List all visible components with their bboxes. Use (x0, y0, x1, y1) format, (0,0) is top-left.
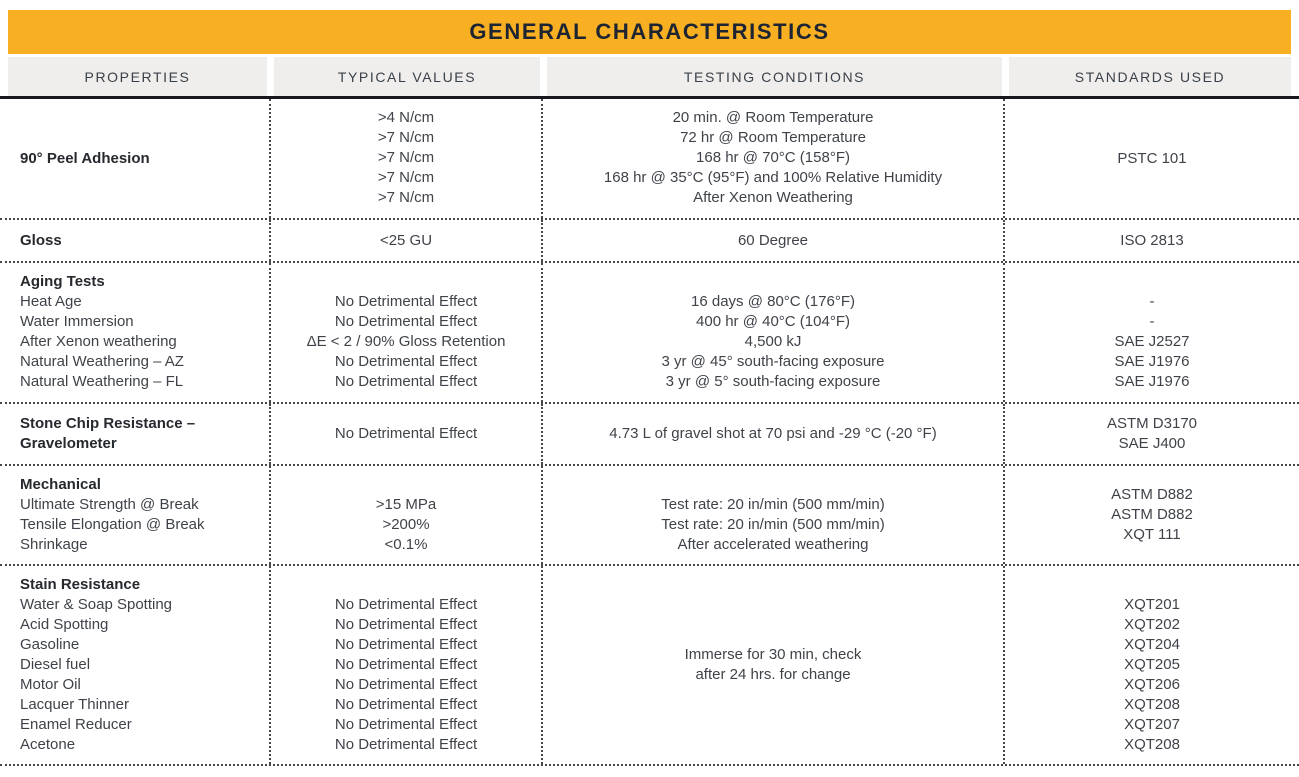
cell-line: <25 GU (379, 231, 433, 249)
column-header-standards-used: STANDARDS USED (1009, 57, 1291, 96)
cell-line: ΔE < 2 / 90% Gloss Retention (306, 333, 506, 350)
cell-line: After Xenon Weathering (693, 189, 853, 206)
cell-line: XQT208 (1124, 736, 1180, 753)
table-row (0, 404, 1299, 466)
cell-line: SAE J400 (1118, 435, 1186, 452)
cell-line: Mechanical (20, 476, 101, 493)
cell-line: Test rate: 20 in/min (500 mm/min) (661, 516, 885, 533)
cell-line: No Detrimental Effect (334, 373, 478, 390)
cell-line: SAE J2527 (1114, 333, 1190, 350)
typical-values-cell (271, 263, 543, 402)
cell-line: Immerse for 30 min, check (684, 646, 862, 663)
line-spacer (551, 475, 995, 495)
cell-line: - (1149, 293, 1155, 310)
cell-line: >7 N/cm (377, 129, 435, 146)
standards-cell (1005, 220, 1299, 261)
cell-line: 20 min. @ Room Temperature (672, 109, 874, 126)
table-title-bar (8, 10, 1291, 54)
cell-line: <0.1% (384, 536, 428, 553)
cell-line: Gravelometer (20, 435, 117, 452)
cell-line: - (1149, 313, 1155, 330)
column-header-testing-conditions: TESTING CONDITIONS (547, 57, 1002, 96)
cell-line: SAE J1976 (1114, 373, 1190, 390)
typical-values-cell (271, 566, 543, 764)
standards-cell (1005, 404, 1299, 464)
cell-line: 168 hr @ 70°C (158°F) (696, 149, 850, 166)
table-row (0, 263, 1299, 404)
cell-line: Motor Oil (20, 676, 81, 693)
line-spacer (1013, 575, 1291, 595)
cell-line: 16 days @ 80°C (176°F) (691, 293, 855, 310)
testing-conditions-cell (543, 566, 1005, 764)
cell-line: ASTM D882 (1111, 486, 1193, 503)
cell-line: Diesel fuel (20, 656, 91, 673)
cell-line: After Xenon weathering (20, 333, 177, 350)
cell-line: 3 yr @ 5° south-facing exposure (665, 373, 881, 390)
cell-line: Enamel Reducer (20, 716, 132, 733)
testing-conditions-cell (543, 99, 1005, 218)
cell-line: >7 N/cm (377, 149, 435, 166)
column-header-typical-values: TYPICAL VALUES (274, 57, 540, 96)
cell-line: SAE J1976 (1114, 353, 1190, 370)
cell-line: XQT208 (1124, 696, 1180, 713)
cell-line: 3 yr @ 45° south-facing exposure (661, 353, 885, 370)
property-cell (0, 466, 271, 564)
cell-line: XQT205 (1124, 656, 1180, 673)
cell-line: XQT206 (1124, 676, 1180, 693)
typical-values-cell (271, 99, 543, 218)
cell-line: 60 Degree (737, 231, 809, 249)
property-cell (0, 220, 271, 261)
cell-line: XQT204 (1124, 636, 1180, 653)
line-spacer (279, 575, 533, 595)
column-header-properties: PROPERTIES (8, 57, 267, 96)
cell-line: Shrinkage (20, 536, 88, 553)
table-row (0, 99, 1299, 220)
cell-line: 90° Peel Adhesion (20, 149, 150, 167)
cell-line: >7 N/cm (377, 169, 435, 186)
testing-conditions-cell (543, 466, 1005, 564)
cell-line: Water Immersion (20, 313, 134, 330)
cell-line: 400 hr @ 40°C (104°F) (696, 313, 850, 330)
testing-conditions-cell (543, 404, 1005, 464)
property-cell (0, 404, 271, 464)
cell-line: XQT 111 (1123, 526, 1181, 543)
cell-line: ASTM D882 (1111, 506, 1193, 523)
cell-line: >4 N/cm (377, 109, 435, 126)
cell-line: Lacquer Thinner (20, 696, 129, 713)
standards-cell (1005, 263, 1299, 402)
cell-line: No Detrimental Effect (334, 596, 478, 613)
cell-line: Ultimate Strength @ Break (20, 496, 199, 513)
cell-line: Gloss (20, 231, 62, 249)
cell-line: Aging Tests (20, 273, 105, 290)
cell-line: Test rate: 20 in/min (500 mm/min) (661, 496, 885, 513)
cell-line: Stone Chip Resistance – (20, 415, 196, 432)
cell-line: 168 hr @ 35°C (95°F) and 100% Relative Humidity (603, 169, 943, 186)
cell-line: PSTC 101 (1117, 149, 1187, 167)
cell-line: No Detrimental Effect (334, 736, 478, 753)
cell-line: XQT207 (1124, 716, 1180, 733)
typical-values-cell (271, 466, 543, 564)
cell-line: >7 N/cm (377, 189, 435, 206)
cell-line: No Detrimental Effect (334, 425, 478, 442)
table-row (0, 466, 1299, 566)
cell-line: after 24 hrs. for change (695, 666, 851, 683)
typical-values-cell (271, 404, 543, 464)
cell-line: XQT202 (1124, 616, 1180, 633)
standards-cell (1005, 99, 1299, 218)
standards-cell (1005, 566, 1299, 764)
cell-line: ISO 2813 (1120, 231, 1184, 249)
cell-line: >200% (382, 516, 430, 533)
table-body (0, 96, 1299, 766)
cell-line: No Detrimental Effect (334, 696, 478, 713)
cell-line: 4,500 kJ (744, 333, 802, 350)
cell-line: Water & Soap Spotting (20, 596, 173, 613)
line-spacer (551, 272, 995, 292)
cell-line: No Detrimental Effect (334, 353, 478, 370)
cell-line: Heat Age (20, 293, 82, 310)
cell-line: Stain Resistance (20, 576, 141, 593)
cell-line: No Detrimental Effect (334, 656, 478, 673)
cell-line: Gasoline (20, 636, 80, 653)
cell-line: No Detrimental Effect (334, 313, 478, 330)
testing-conditions-cell (543, 263, 1005, 402)
table-row (0, 566, 1299, 766)
property-cell (0, 263, 271, 402)
cell-line: No Detrimental Effect (334, 636, 478, 653)
cell-line: Natural Weathering – FL (20, 373, 184, 390)
cell-line: >15 MPa (375, 496, 437, 513)
cell-line: Natural Weathering – AZ (20, 353, 184, 370)
cell-line: Acid Spotting (20, 616, 109, 633)
line-spacer (279, 272, 533, 292)
standards-cell (1005, 466, 1299, 564)
cell-line: No Detrimental Effect (334, 716, 478, 733)
page-title: GENERAL CHARACTERISTICS (469, 19, 830, 44)
column-header-row (8, 57, 1291, 96)
cell-line: No Detrimental Effect (334, 676, 478, 693)
cell-line: Tensile Elongation @ Break (20, 516, 205, 533)
typical-values-cell (271, 220, 543, 261)
cell-line: ASTM D3170 (1106, 415, 1198, 432)
cell-line: No Detrimental Effect (334, 293, 478, 310)
property-cell (0, 566, 271, 764)
cell-line: No Detrimental Effect (334, 616, 478, 633)
cell-line: XQT201 (1124, 596, 1180, 613)
property-cell (0, 99, 271, 218)
cell-line: 4.73 L of gravel shot at 70 psi and -29 °C (-20 °F) (609, 425, 937, 442)
line-spacer (279, 475, 533, 495)
cell-line: 72 hr @ Room Temperature (680, 129, 866, 146)
table-row (0, 220, 1299, 263)
testing-conditions-cell (543, 220, 1005, 261)
cell-line: After accelerated weathering (677, 536, 869, 553)
line-spacer (1013, 272, 1291, 292)
cell-line: Acetone (20, 736, 76, 753)
